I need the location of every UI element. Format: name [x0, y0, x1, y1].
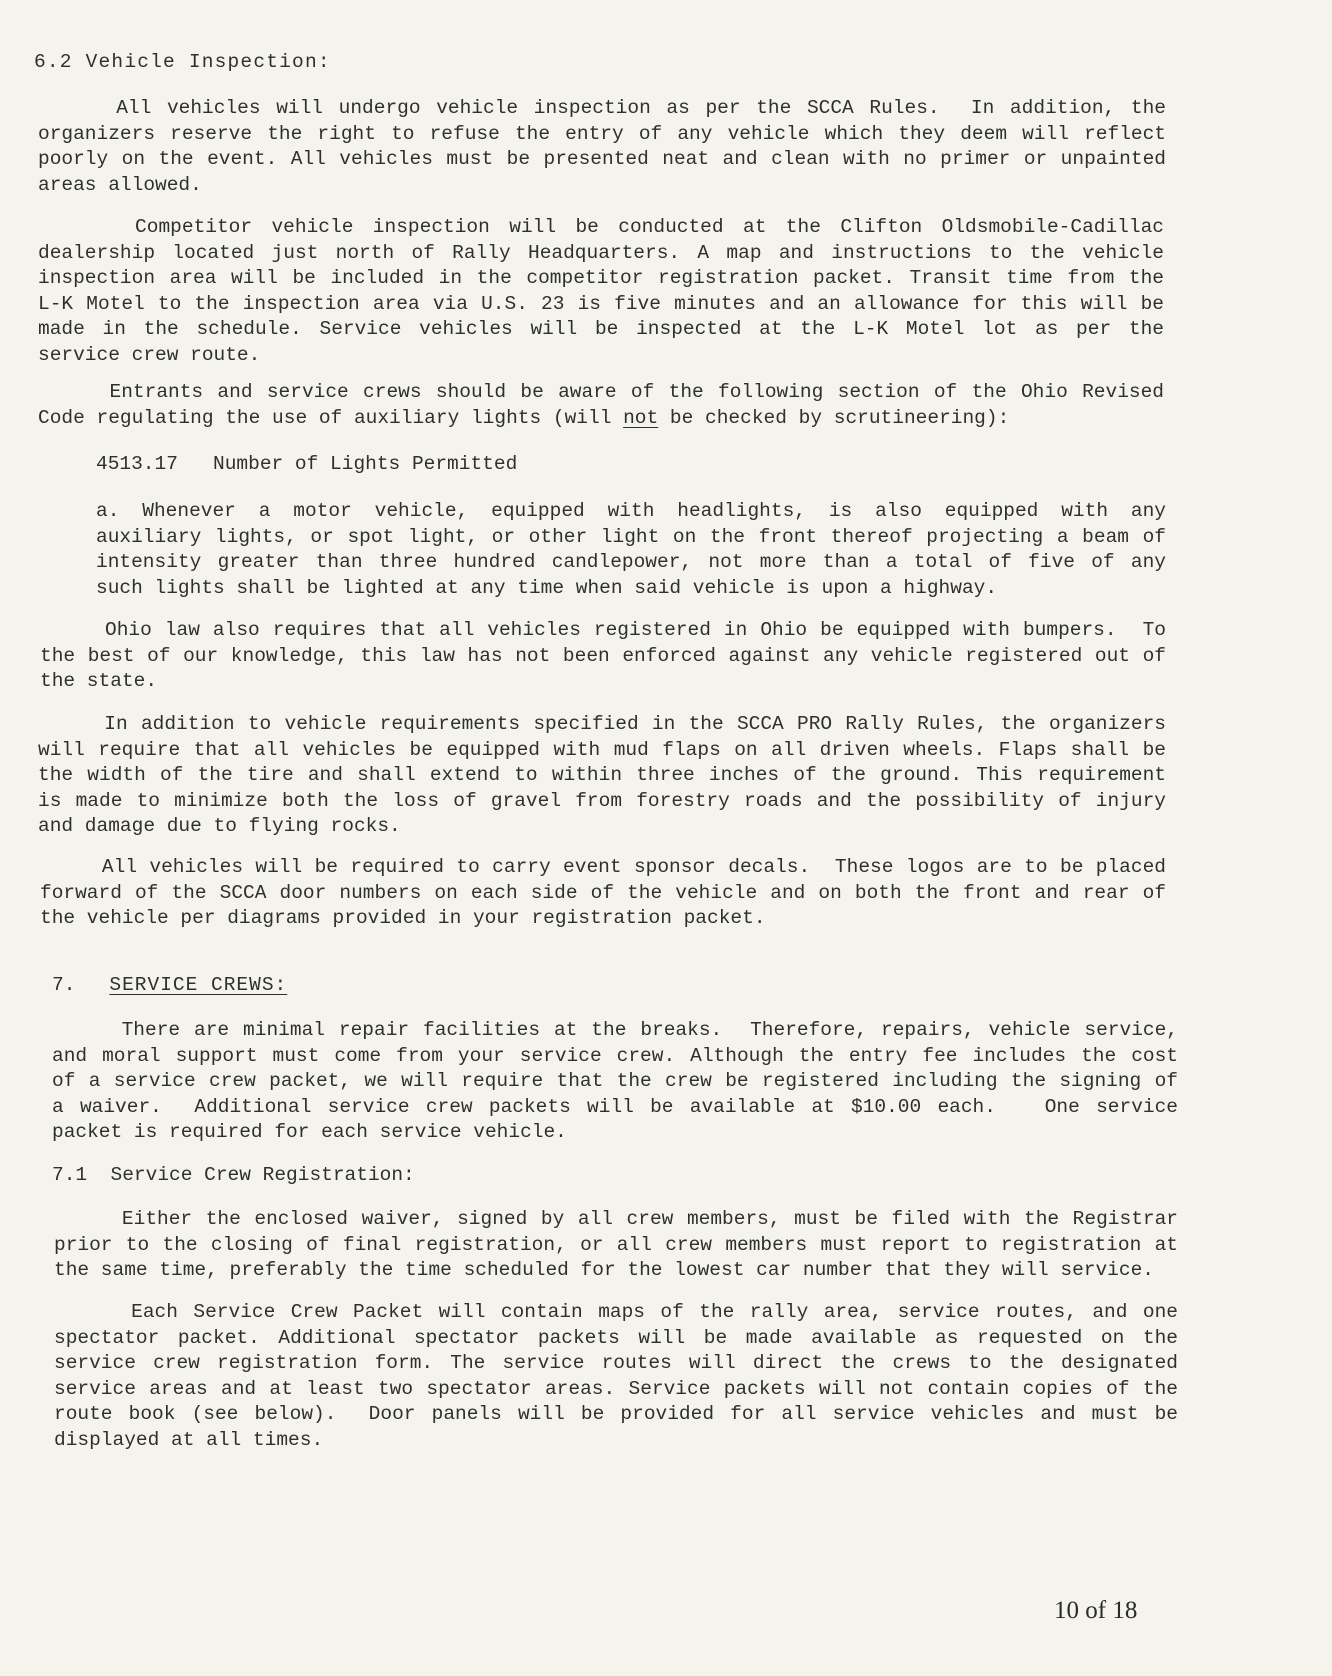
text-line: a waiver. Additional service crew packets will be available at $10.00 each. One service	[52, 1095, 1178, 1118]
text-line: displayed at all times.	[54, 1428, 324, 1451]
paragraph-bumpers	[40, 618, 1166, 695]
text-line: made in the schedule. Service vehicles will be inspected at the L-K Motel lot as per the	[38, 318, 1164, 341]
section-title: SERVICE CREWS:	[109, 974, 288, 996]
text-line: the vehicle per diagrams provided in your registration packet.	[40, 907, 766, 930]
text-segment: Code regulating the use of auxiliary lights (will	[38, 406, 624, 429]
section-7-heading	[52, 973, 287, 999]
text-line: the width of the tire and shall extend to within three inches of the ground. This requirement	[38, 764, 1166, 787]
text-line: a. Whenever a motor vehicle, equipped with headlights, is also equipped with any	[96, 500, 1166, 522]
text-line: organizers reserve the right to refuse the entry of any vehicle which they deem will reflect	[38, 122, 1166, 145]
text-line: All vehicles will undergo vehicle inspection as per the SCCA Rules. In addition, the	[38, 97, 1166, 119]
text-line: such lights shall be lighted at any time when said vehicle is upon a highway.	[96, 576, 998, 599]
section-6-2-heading: 6.2 Vehicle Inspection:	[34, 51, 331, 73]
paragraph-crew-packet	[54, 1300, 1178, 1454]
text-line: the state.	[40, 670, 158, 693]
text-line: areas allowed.	[38, 173, 202, 196]
paragraph-ohio-code-intro	[38, 380, 1164, 431]
text-line: auxiliary lights, or spot light, or other light on the front thereof projecting a beam of	[96, 525, 1166, 548]
text-line: Ohio law also requires that all vehicles registered in Ohio be equipped with bumpers. To	[40, 619, 1166, 641]
text-line: All vehicles will be required to carry event sponsor decals. These logos are to be placed	[40, 856, 1166, 878]
text-line: packet is required for each service vehicle.	[52, 1121, 567, 1144]
text-segment: be checked by scrutineering):	[658, 406, 1010, 429]
paragraph-service-crews	[52, 1018, 1178, 1146]
paragraph-inspection-location	[38, 215, 1164, 369]
code-section-title: 4513.17 Number of Lights Permitted	[96, 453, 518, 475]
text-line: In addition to vehicle requirements specified in the SCCA PRO Rally Rules, the organizers	[38, 713, 1166, 735]
text-line: spectator packet. Additional spectator packets will be made available as requested on the	[54, 1326, 1178, 1349]
text-line: service crew registration form. The service routes will direct the crews to the designated	[54, 1352, 1178, 1375]
text-line: of a service crew packet, we will require that the crew be registered including the signing of	[52, 1070, 1178, 1093]
section-number: 7.	[52, 974, 76, 996]
text-line: poorly on the event. All vehicles must be presented neat and clean with no primer or unpainted	[38, 148, 1166, 171]
text-line: is made to minimize both the loss of gravel from forestry roads and the possibility of injury	[38, 789, 1166, 812]
text-line: intensity greater than three hundred candlepower, not more than a total of five of any	[96, 551, 1166, 574]
text-line	[38, 406, 1164, 432]
text-line: prior to the closing of final registration, or all crew members must report to registration at	[54, 1233, 1178, 1256]
text-line: and damage due to flying rocks.	[38, 815, 401, 838]
text-line: the same time, preferably the time scheduled for the lowest car number that they will service.	[54, 1259, 1154, 1282]
text-line: forward of the SCCA door numbers on each side of the vehicle and on both the front and rear of	[40, 881, 1166, 904]
page-number: 10 of 18	[1054, 1597, 1138, 1624]
paragraph-inspection-rules	[38, 96, 1166, 198]
code-section-text	[96, 499, 1166, 601]
text-line: and moral support must come from your service crew. Although the entry fee includes the cost	[52, 1044, 1178, 1067]
text-line: Entrants and service crews should be aware of the following section of the Ohio Revised	[38, 381, 1164, 403]
text-line: the best of our knowledge, this law has not been enforced against any vehicle registered out of	[40, 644, 1166, 667]
paragraph-crew-registration	[54, 1207, 1178, 1284]
text-line: will require that all vehicles be equipped with mud flaps on all driven wheels. Flaps shall be	[38, 738, 1166, 761]
paragraph-mud-flaps	[38, 712, 1166, 840]
text-line: Either the enclosed waiver, signed by all crew members, must be filed with the Registrar	[54, 1208, 1178, 1230]
text-line: route book (see below). Door panels will be provided for all service vehicles and must be	[54, 1403, 1178, 1426]
text-line: L-K Motel to the inspection area via U.S. 23 is five minutes and an allowance for this will be	[38, 292, 1164, 315]
text-line: dealership located just north of Rally Headquarters. A map and instructions to the vehicle	[38, 241, 1164, 264]
text-line: Competitor vehicle inspection will be conducted at the Clifton Oldsmobile-Cadillac	[38, 216, 1164, 238]
text-line: Each Service Crew Packet will contain maps of the rally area, service routes, and one	[54, 1301, 1178, 1323]
text-line: service areas and at least two spectator areas. Service packets will not contain copies of the	[54, 1377, 1178, 1400]
section-7-1-heading: 7.1 Service Crew Registration:	[52, 1164, 415, 1186]
text-line: inspection area will be included in the competitor registration packet. Transit time from the	[38, 267, 1164, 290]
text-line: service crew route.	[38, 343, 261, 366]
text-line: There are minimal repair facilities at the breaks. Therefore, repairs, vehicle service,	[52, 1019, 1178, 1041]
underlined-word: not	[623, 406, 659, 429]
paragraph-sponsor-decals	[40, 855, 1166, 932]
